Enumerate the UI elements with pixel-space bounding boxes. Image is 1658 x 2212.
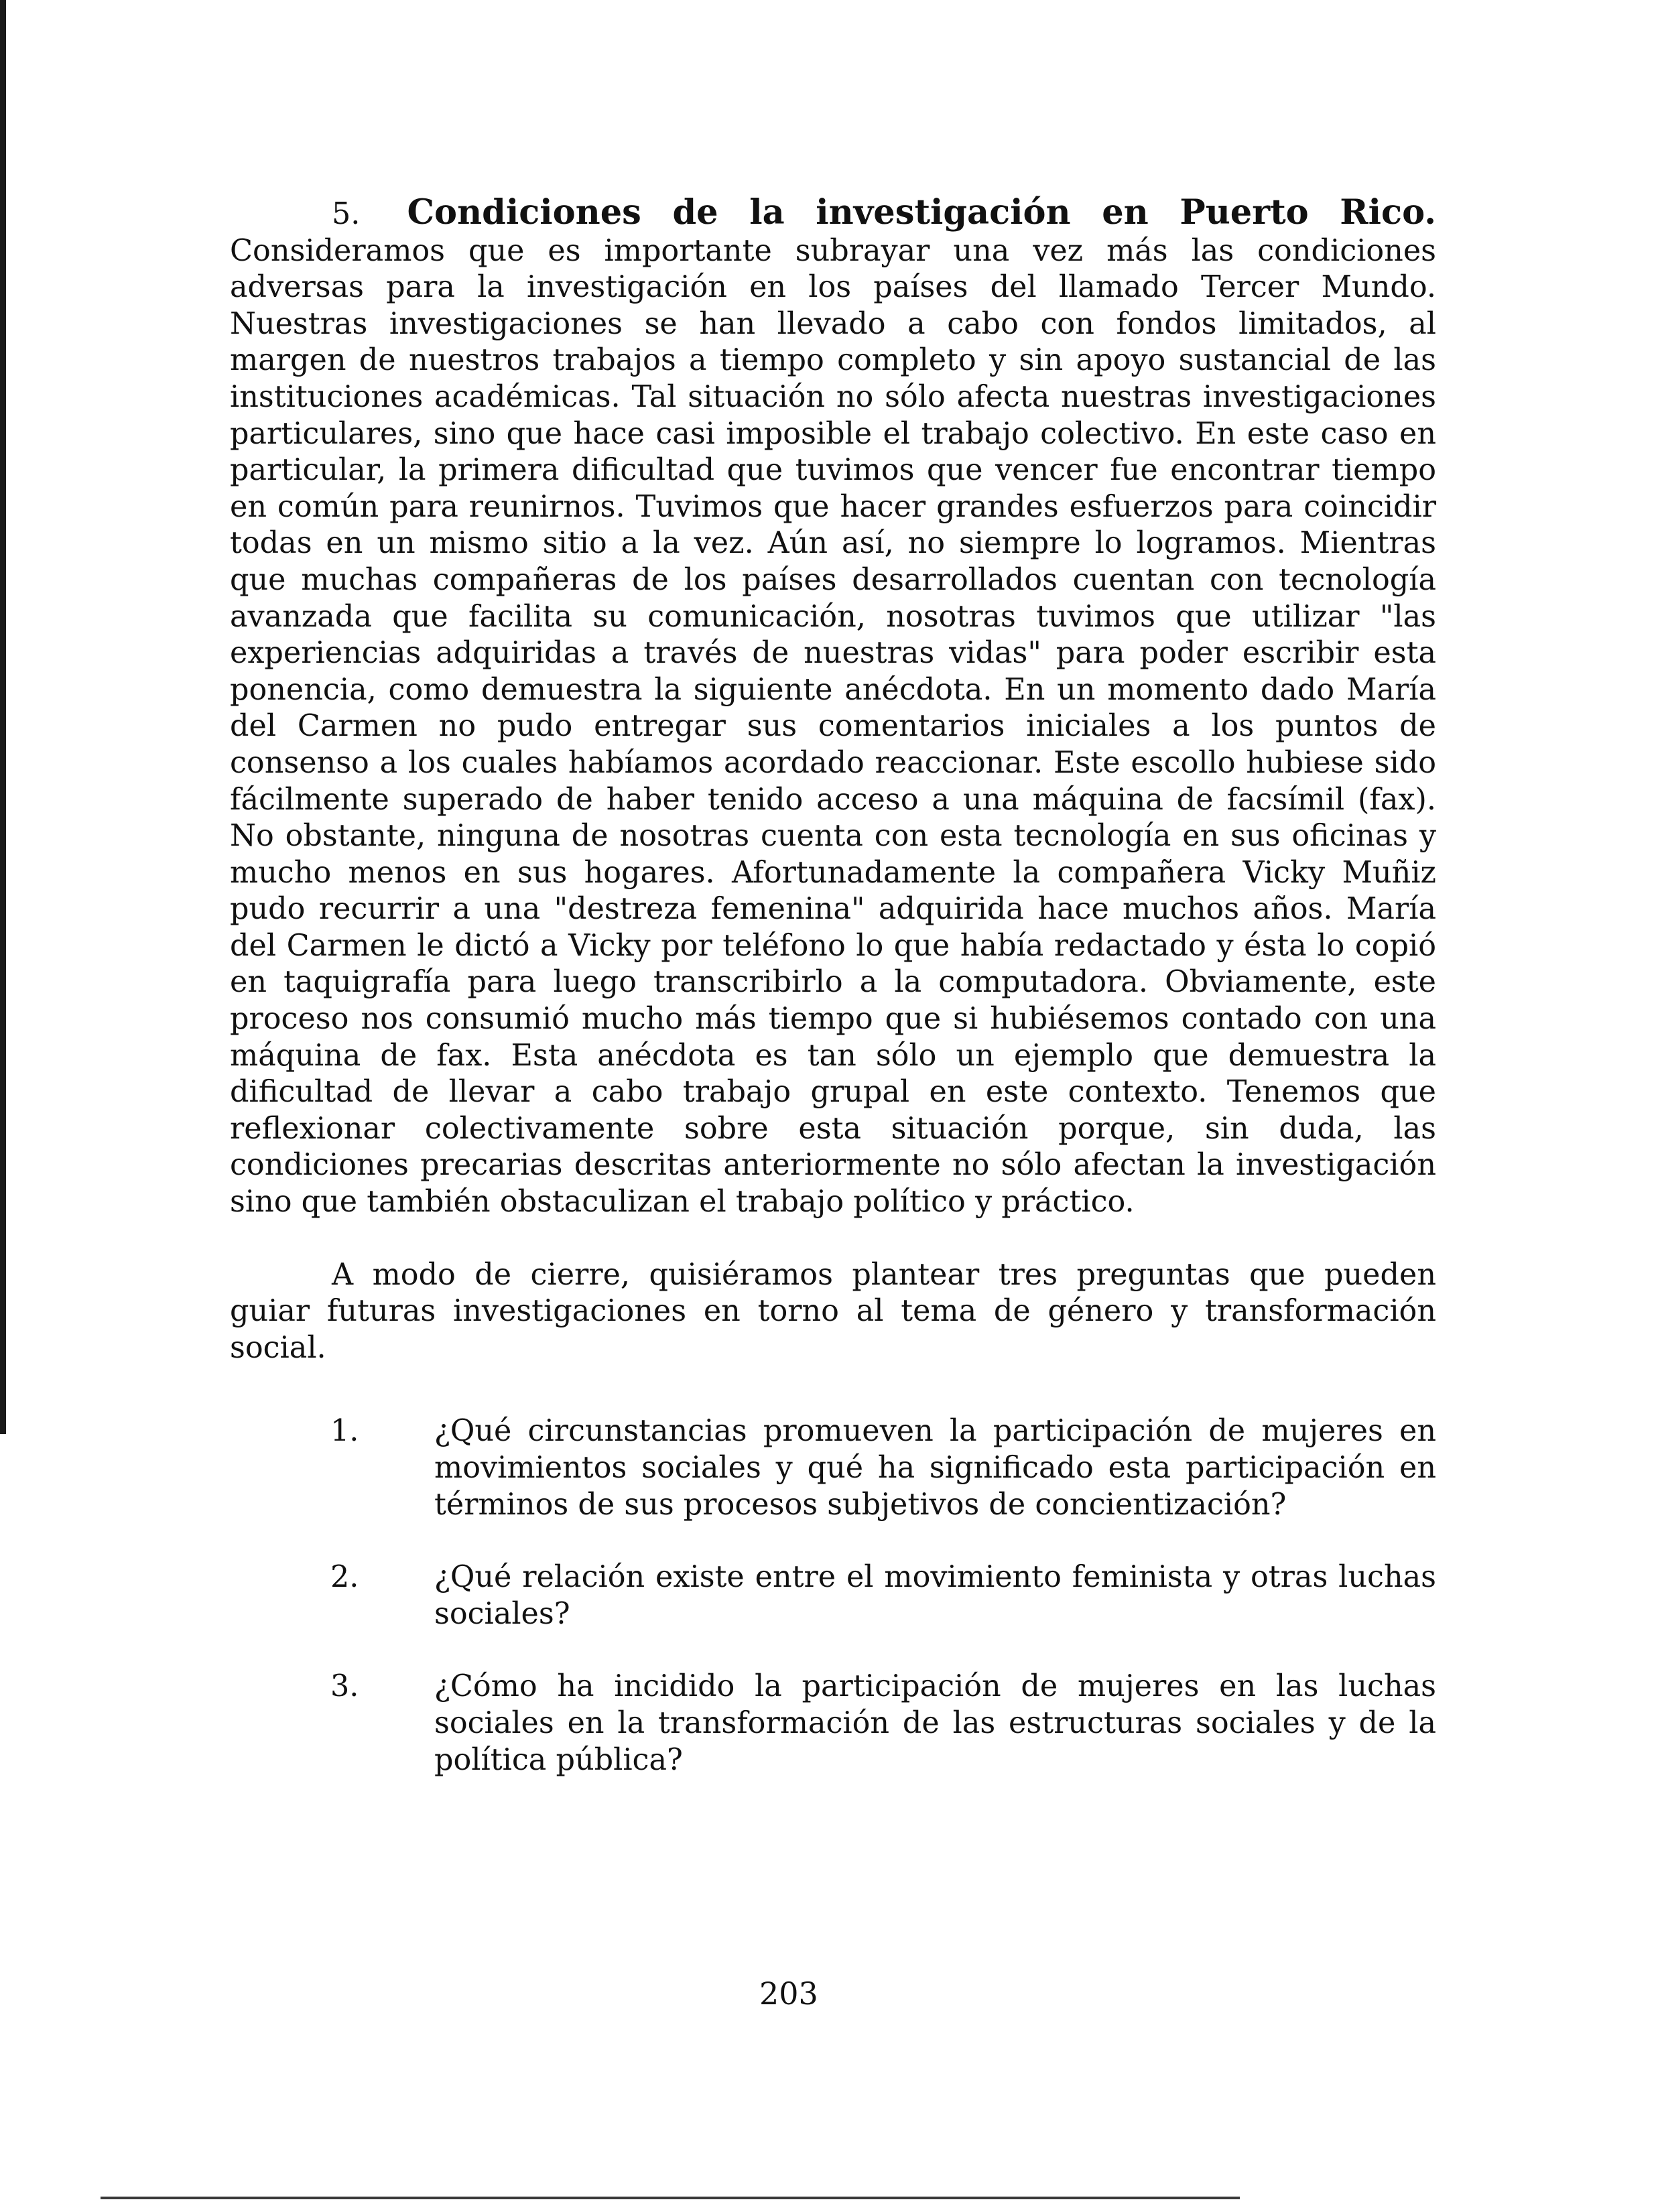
questions-list bbox=[230, 1413, 1436, 1778]
question-item bbox=[230, 1413, 1436, 1523]
document-page bbox=[230, 194, 1436, 1815]
question-item bbox=[230, 1559, 1436, 1632]
question-number: 2. bbox=[330, 1560, 359, 1595]
question-number: 1. bbox=[330, 1414, 359, 1449]
question-text: ¿Qué circunstancias promueven la participación de mujeres en movimientos sociales y qué ha significado esta participación en términos de sus procesos subjetivos de concientización? bbox=[434, 1414, 1436, 1522]
question-number: 3. bbox=[330, 1669, 359, 1704]
question-text: ¿Qué relación existe entre el movimiento feminista y otras luchas sociales? bbox=[434, 1560, 1436, 1631]
section-number: 5. bbox=[332, 197, 361, 231]
section-paragraph bbox=[230, 194, 1436, 1221]
section-body-text: Consideramos que es importante subrayar una vez más las condiciones adversas para la investigación en los países del llamado Tercer Mundo. Nuestras investigaciones se han llevado a cabo con fondos limitados, al margen de nuestros trabajos a tiempo completo y sin apoyo sustancial de las instituciones académicas. Tal situación no sólo afecta nuestras investigaciones particulares, sino que hace casi imposible el trabajo colectivo. En este caso en particular, la primera dificultad que tuvimos que vencer fue encontrar tiempo en común para reunirnos. Tuvimos que hacer grandes esfuerzos para coincidir todas en un mismo sitio a la vez. Aún así, no siempre lo logramos. Mientras que muchas compañeras de los países desarrollados cuentan con tecnología avanzada que facilita su comunicación, nosotras tuvimos que utilizar "las experiencias adquiridas a través de nuestras vidas" para poder escribir esta ponencia, como demuestra la siguiente anécdota. En un momento dado María del Carmen no pudo entregar sus comentarios iniciales a los puntos de consenso a los cuales habíamos acordado reaccionar. Este escollo hubiese sido fácilmente superado de haber tenido acceso a una máquina de facsímil (fax). No obstante, ninguna de nosotras cuenta con esta tecnología en sus oficinas y mucho menos en sus hogares. Afortunadamente la compañera Vicky Muñiz pudo recurrir a una "destreza femenina" adquirida hace muchos años. María del Carmen le dictó a Vicky por teléfono lo que había redactado y ésta lo copió en taquigrafía para luego transcribirlo a la computadora. Obviamente, este proceso nos consumió mucho más tiempo que si hubiésemos contado con una máquina de fax. Esta anécdota es tan sólo un ejemplo que demuestra la dificultad de llevar a cabo trabajo grupal en este contexto. Tenemos que reflexionar colectivamente sobre esta situación porque, sin duda, las condiciones precarias descritas anteriormente no sólo afectan la investigación sino que también obstaculizan el trabajo político y práctico. bbox=[230, 233, 1436, 1220]
question-item bbox=[230, 1669, 1436, 1778]
question-text: ¿Cómo ha incidido la participación de mujeres en las luchas sociales en la transformación de las estructuras sociales y de la política pública? bbox=[434, 1669, 1436, 1777]
section-heading: Condiciones de la investigación en Puerto Rico. bbox=[407, 192, 1436, 233]
scan-border-left bbox=[0, 0, 6, 1434]
page-number: 203 bbox=[759, 1975, 818, 2012]
closing-paragraph: A modo de cierre, quisiéramos plantear tres preguntas que pueden guiar futuras investigaciones en torno al tema de género y transformación social. bbox=[230, 1257, 1436, 1365]
scan-border-bottom bbox=[101, 2197, 1240, 2199]
